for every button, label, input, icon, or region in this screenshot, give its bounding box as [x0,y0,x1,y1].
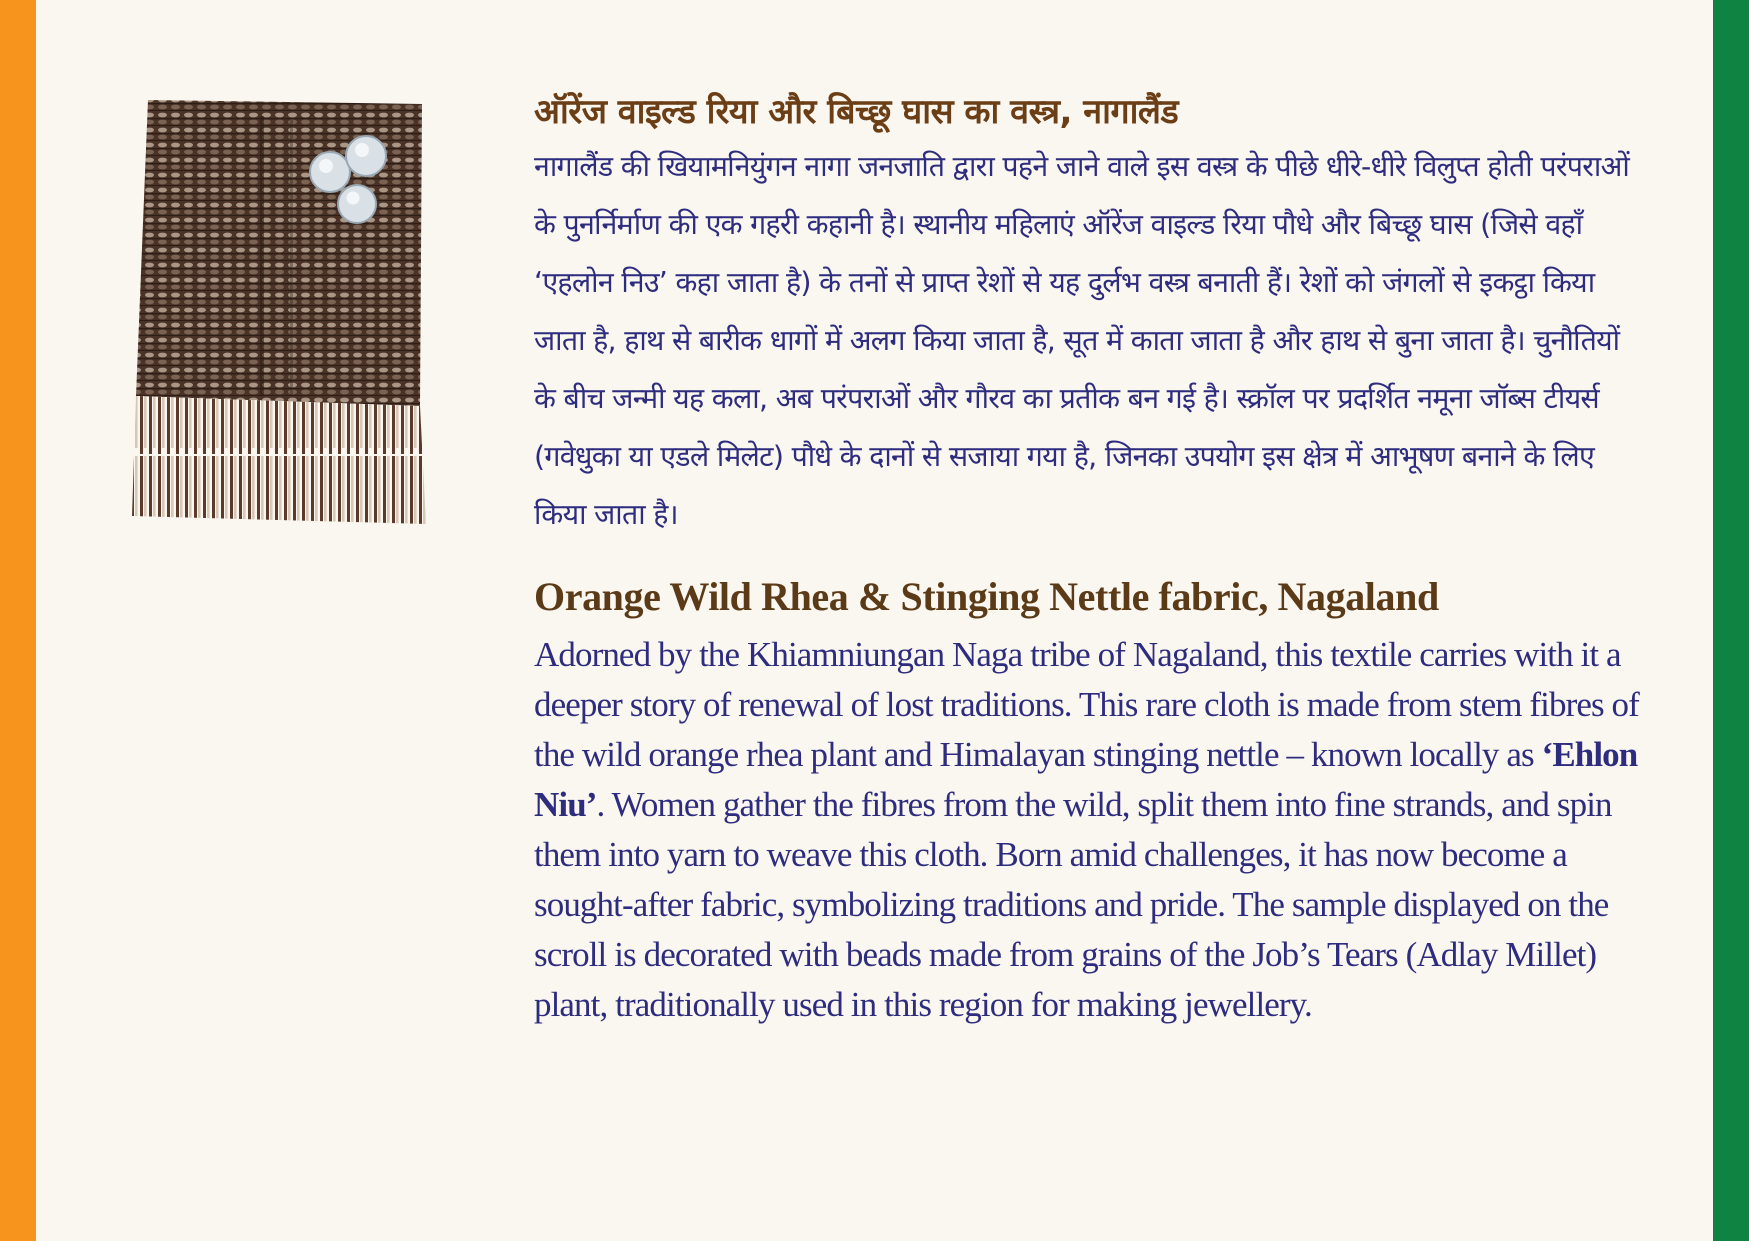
english-title: Orange Wild Rhea & Stinging Nettle fabric, Nagaland [534,574,1439,619]
local-name-highlight: ‘Ehlon Niu’ [534,735,1638,824]
english-description-part-1: Adorned by the Khiamniungan Naga tribe of Nagaland, this textile carries with it a deeper story of renewal of lost traditions. This rare cloth is made from stem fibres of the wild orange rhea plant and Himalayan stinging nettle – known locally as [534,635,1639,774]
fabric-swatch-image [130,96,428,528]
hindi-description: नागालैंड की खियामनियुंगन नागा जनजाति द्वारा पहने जाने वाले इस वस्त्र के पीछे धीरे-धीरे विलुप्त होती परंपराओं के पुनर्निर्माण की एक गहरी कहानी है। स्थानीय महिलाएं ऑरेंज वाइल्ड रिया पौधे और बिच्छू घास (जिसे वहाँ ‘एहलोन निउ’ कहा जाता है) के तनों से प्राप्त रेशों से यह दुर्लभ वस्त्र बनाती हैं। रेशों को जंगलों से इकट्ठा किया जाता है, हाथ से बारीक धागों में अलग किया जाता है, सूत में काता जाता है और हाथ से बुना जाता है। चुनौतियों के बीच जन्मी यह कला, अब परंपराओं और गौरव का प्रतीक बन गई है। स्क्रॉल पर प्रदर्शित नमूना जॉब्स टीयर्स (गवेधुका या एडले मिलेट) पौधे के दानों से सजाया गया है, जिनका उपयोग इस क्षेत्र में आभूषण बनाने के लिए किया जाता है। [534,150,1630,531]
english-description-part-2: . Women gather the fibres from the wild, split them into fine strands, and spin them into yarn to weave this cloth. Born amid challenges, it has now become a sought-after fabric, symbolizing traditions and pride. The sample displayed on the scroll is decorated with beads made from grains of the Job’s Tears (Adlay Millet) plant, traditionally used in this region for making jewellery. [534,785,1612,1024]
hindi-title: ऑरेंज वाइल्ड रिया और बिच्छू घास का वस्त्र, नागालैंड [534,92,1179,132]
saffron-border-stripe [0,0,36,1241]
description-column [534,86,1644,1030]
green-border-stripe [1713,0,1749,1241]
english-description [534,630,1644,1030]
